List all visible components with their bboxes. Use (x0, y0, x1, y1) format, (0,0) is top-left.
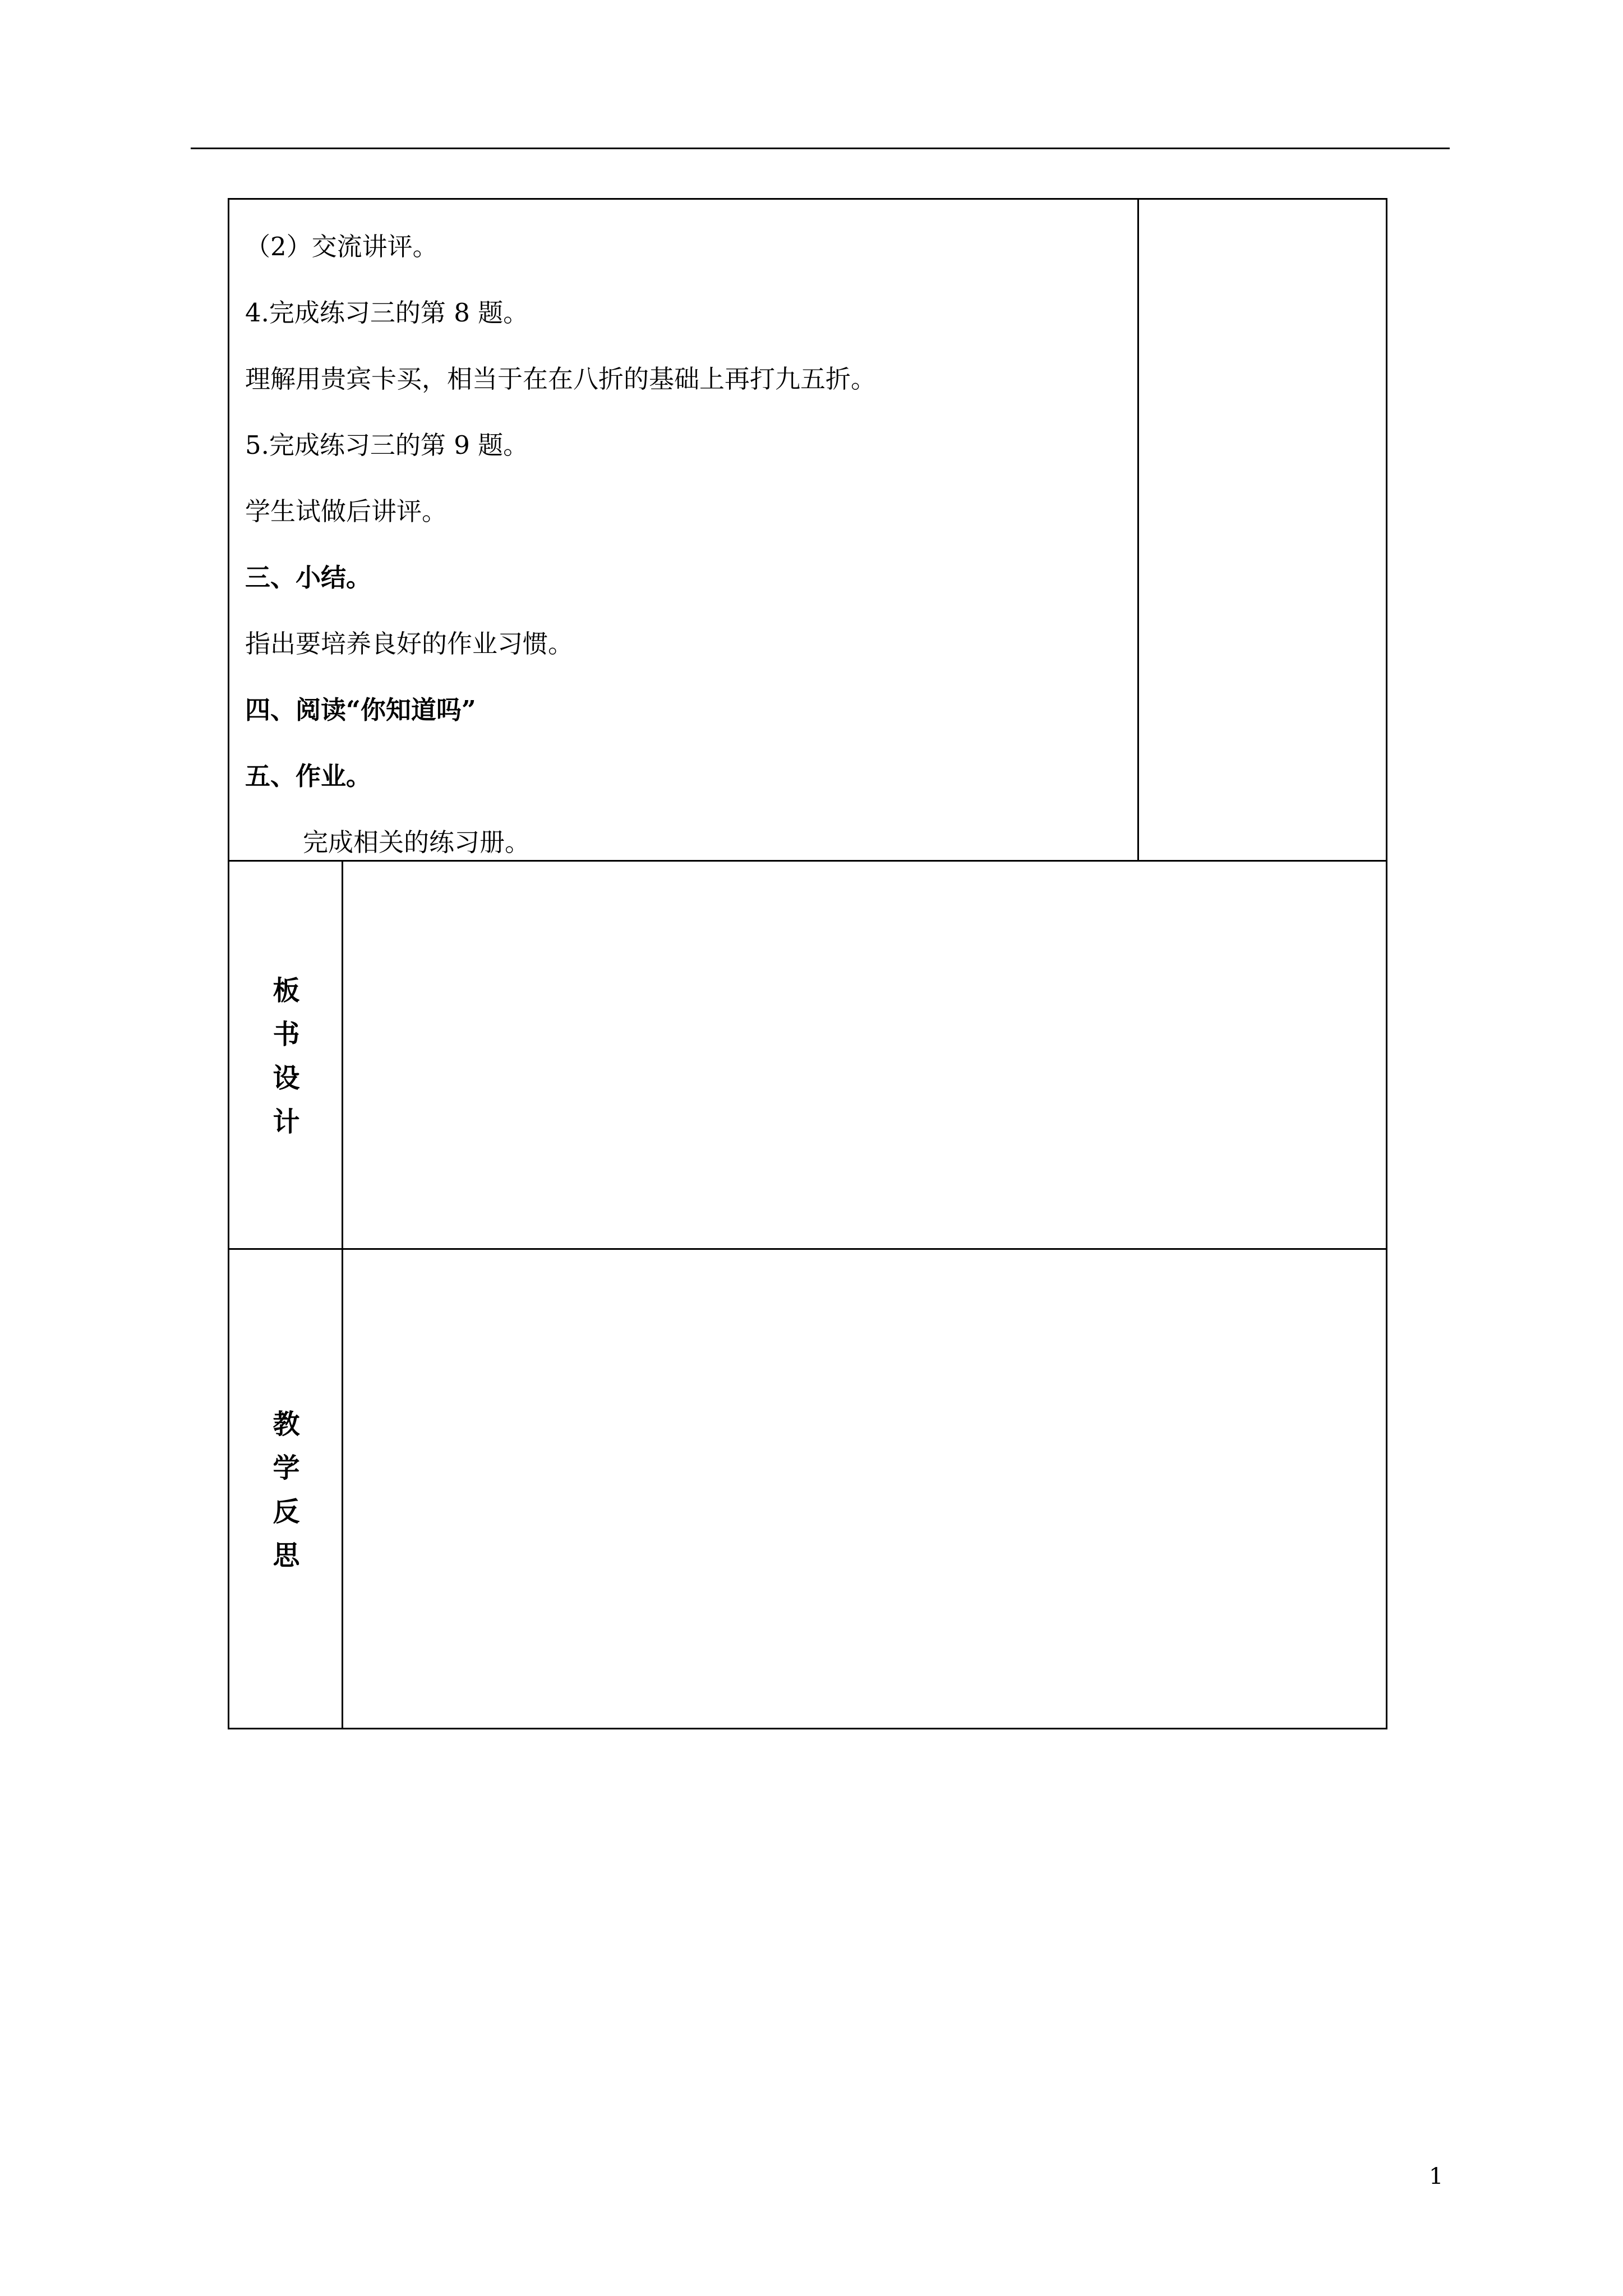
board-design-char: 计 (273, 1106, 300, 1138)
line-vip-card-explanation: 理解用贵宾卡买，相当于在在八折的基础上再打九五折。 (245, 364, 877, 394)
line-student-trial: 学生试做后讲评。 (245, 496, 448, 526)
line-exercise-9: 5.完成练习三的第 9 题。 (245, 430, 529, 460)
line-exercise-8: 4.完成练习三的第 8 题。 (245, 298, 529, 328)
board-design-char: 设 (273, 1062, 300, 1094)
line-exchange-review: （2）交流讲评。 (245, 232, 438, 261)
board-design-label (229, 969, 344, 1144)
heading-homework: 五、作业。 (245, 761, 372, 791)
notes-column-divider (1137, 198, 1139, 862)
heading-reading: 四、阅读“你知道吗” (245, 695, 476, 725)
board-design-content[interactable] (345, 863, 1384, 1246)
reflection-char: 教 (273, 1409, 300, 1440)
reflection-char: 反 (273, 1496, 300, 1527)
page-number: 1 (1429, 2164, 1444, 2189)
reflection-char: 思 (273, 1540, 300, 1571)
line-homework-habits: 指出要培养良好的作业习惯。 (245, 629, 574, 659)
reflection-label (229, 1402, 344, 1577)
reflection-content[interactable] (345, 1251, 1384, 1726)
line-workbook: 完成相关的练习册。 (303, 827, 531, 857)
heading-summary: 三、小结。 (245, 563, 372, 592)
board-design-char: 板 (273, 975, 300, 1006)
row-divider-reflection (228, 1248, 1387, 1250)
board-design-char: 书 (273, 1019, 300, 1050)
reflection-char: 学 (273, 1452, 300, 1484)
row-divider-board (228, 860, 1387, 862)
header-rule (191, 148, 1450, 149)
